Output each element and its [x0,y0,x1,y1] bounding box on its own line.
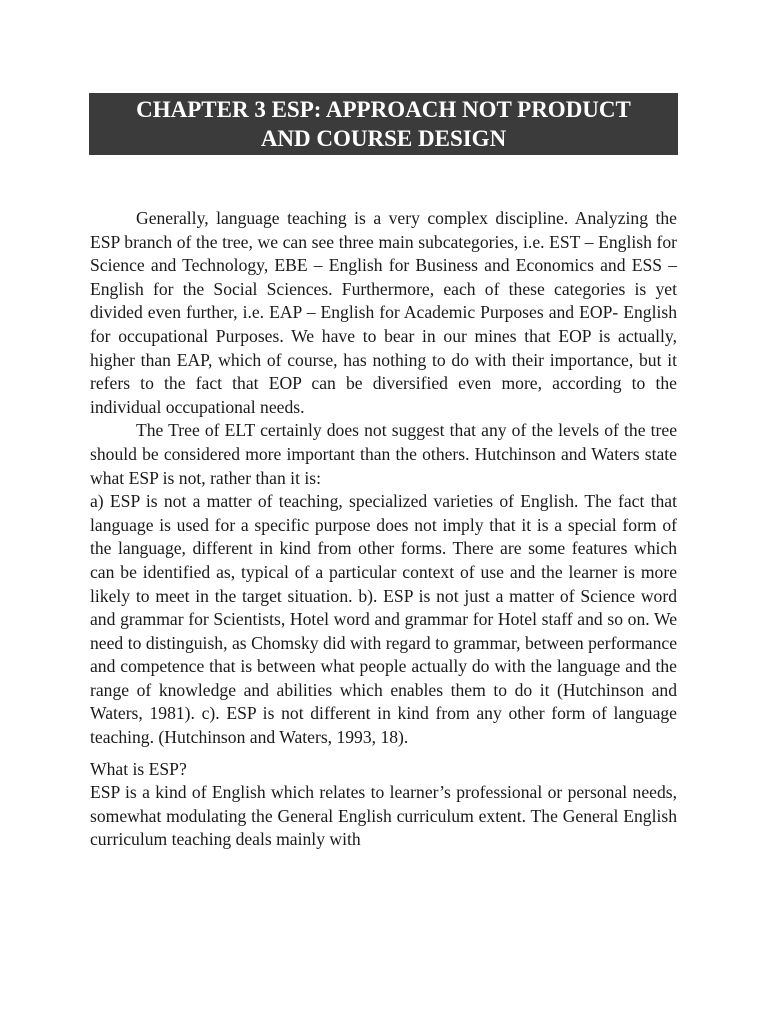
paragraph-intro: Generally, language teaching is a very complex discipline. Analyzing the ESP branch of the tree, we can see three main subcategories, i.e. EST – English for Science and Technology, EBE – English for Business and Economics and ESS – English for the Social Sciences. Furthermore, each of these categories is yet divided even further, i.e. EAP – English for Academic Purposes and EOP- English for occupational Purposes. We have to bear in our mines that EOP is actually, higher than EAP, which of course, has nothing to do with their importance, but it refers to the fact that EOP can be diversified even more, according to the individual occupational needs. [90,208,677,417]
paragraph-tree-of-elt: The Tree of ELT certainly does not suggest that any of the levels of the tree should be considered more important than the others. Hutchinson and Waters state what ESP is not, rather than it is: [90,420,677,488]
chapter-title-line-1: CHAPTER 3 ESP: APPROACH NOT PRODUCT [136,97,631,122]
chapter-title-banner [89,93,678,155]
body-text [90,207,677,852]
paragraph-esp-definition: ESP is a kind of English which relates to learner’s professional or personal needs, somewhat modulating the General English curriculum extent. The General English curriculum teaching deals mainly with [90,782,677,850]
paragraph-esp-is-not: a) ESP is not a matter of teaching, specialized varieties of English. The fact that language is used for a specific purpose does not imply that it is a special form of the language, different in kind from other forms. There are some features which can be identified as, typical of a particular context of use and the learner is more likely to meet in the target situation. b). ESP is not just a matter of Science word and grammar for Scientists, Hotel word and grammar for Hotel staff and so on. We need to distinguish, as Chomsky did with regard to grammar, between performance and competence that is between what people actually do with the language and the range of knowledge and abilities which enables them to do it (Hutchinson and Waters, 1981). c). ESP is not different in kind from any other form of language teaching. (Hutchinson and Waters, 1993, 18). [90,491,677,748]
subheading-what-is-esp: What is ESP? [90,758,187,779]
chapter-title-line-2: AND COURSE DESIGN [260,126,507,151]
